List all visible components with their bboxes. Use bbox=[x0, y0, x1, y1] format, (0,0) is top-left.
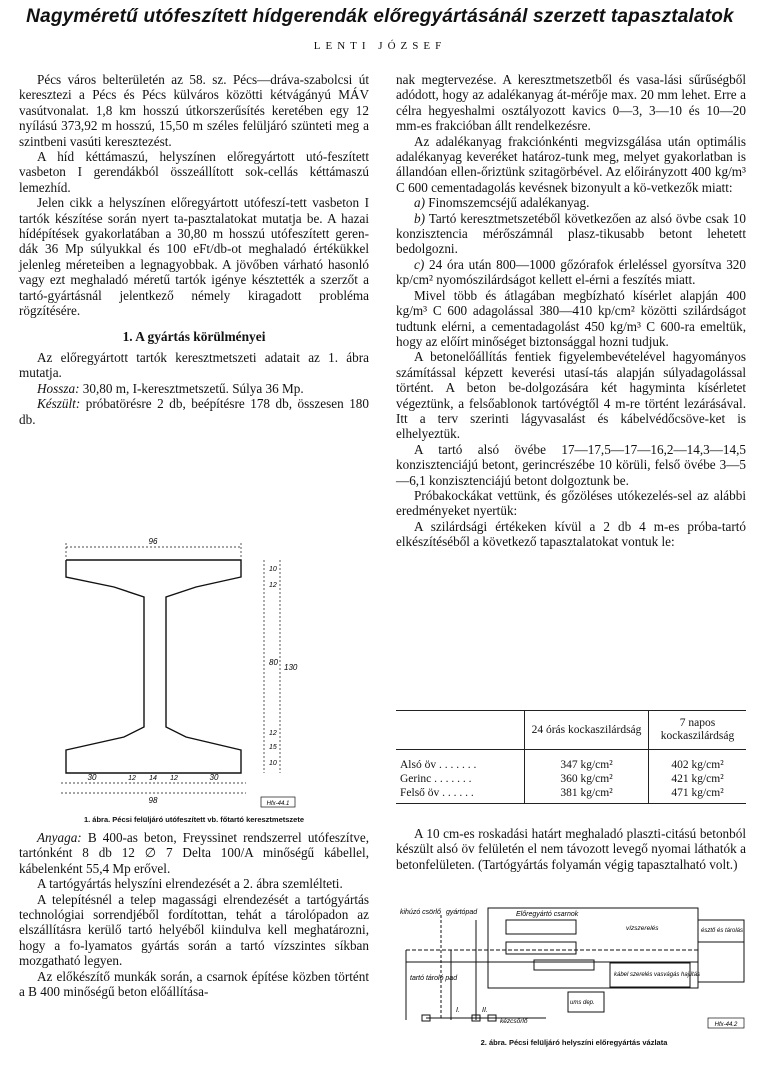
row-7d: 471 kg/cm² bbox=[649, 786, 747, 804]
row-7d: 421 kg/cm² bbox=[671, 773, 724, 785]
fig1-dim-r5: 15 bbox=[269, 744, 277, 751]
fig1-dim-bottom: 98 bbox=[148, 796, 158, 805]
row-name: Felső öv . . . . . . bbox=[396, 786, 525, 804]
fig2-kabel: kábel szerelés vasvágás hajlítás bbox=[614, 972, 701, 978]
label-a: a) bbox=[414, 195, 425, 211]
figure2-caption: 2. ábra. Pécsi felüljáró helyszíni előregyártás vázlata bbox=[480, 1038, 668, 1047]
paragraph-anyaga bbox=[19, 830, 369, 876]
fig1-dim-top: 96 bbox=[148, 537, 158, 546]
text-hossza: 30,80 m, I-keresztmetszetű. Súlya 36 Mp. bbox=[79, 380, 304, 396]
fig2-tarolo: tartó tároló pad bbox=[410, 975, 458, 982]
fig2-vizszereles: vízszerelés bbox=[626, 925, 659, 932]
paragraph: A telepítésnél a telep magassági elrendezését a tartógyártás technológiai sorrendjéből fordítottan, tehát a tárolópadon az elszállításra kerülő tartó helyéből kiindulva kell meghatározni, hogy a fo-lyamatos gyártás során a tartó vízszintes síkban mozgatható legyen. bbox=[19, 891, 369, 969]
table-header-24h: 24 órás kockaszilárdság bbox=[525, 711, 649, 750]
table-row bbox=[396, 786, 746, 804]
paragraph: Mivel több és átlagában megbízható kísérlet alapján 400 kg/m³ C 600 adagolással 380—410 kp/cm² közötti szilárdságot tudtunk elérni, a cementadagolást 450 kg/m³ C 600-ra emeltük, hogy az előírt minőséget biztonsággal hozni tudjuk. bbox=[396, 287, 746, 349]
label-keszult: Készült: bbox=[37, 396, 81, 412]
fig1-dim-b4: 12 bbox=[170, 775, 178, 782]
row-7d: 402 kg/cm² bbox=[671, 759, 724, 771]
paragraph: Az adalékanyag frakciónkénti megvizsgálása után optimális adalékanyag keveréket határoz-tunk meg, melyet gyakorlatban is állandóan ellen-őriztünk szitagörbével. Az előirányzott 400 kg/m³ C 600 cementadagolás kevésnek bizonyult a kö-vetkezők miatt: bbox=[396, 133, 746, 195]
text-keszult: próbatörésre 2 db, beépítésre 178 db, összesen 180 db. bbox=[19, 396, 369, 427]
paragraph: Az előkészítő munkák során, a csarnok építése közben történt a B 400 minőségű beton előállítása- bbox=[19, 968, 369, 1000]
table-header-empty bbox=[396, 711, 525, 750]
left-column bbox=[19, 72, 369, 427]
article-author: LENTI JÓZSEF bbox=[313, 40, 447, 52]
paragraph-a bbox=[396, 195, 746, 210]
fig1-dim-r4: 12 bbox=[269, 730, 277, 737]
fig2-roman1: I. bbox=[456, 1007, 460, 1014]
fig2-eszto: észtő és tárolás bbox=[701, 928, 744, 934]
text-a: Finomszemcséjű adalékanyag. bbox=[425, 195, 590, 211]
right-after-table bbox=[396, 826, 746, 872]
table-row bbox=[396, 772, 746, 786]
paragraph: A betonelőállítás fentiek figyelembevételével hagyományos számítással képzett keverési utasí-tás alapján súlyadagolással történt. A beton be-dolgozására két hagyminta kísérletet végeztünk, a felsőablonok tartóvégtől 4 m-re történt lezárásával. Itt a terv szerinti lágyvasalást és kábelvédőcsöve-ket is elhelyeztük. bbox=[396, 349, 746, 442]
paragraph-b bbox=[396, 211, 746, 257]
label-c: c) bbox=[414, 256, 425, 272]
paragraph: Próbakockákat vettünk, és gőzöléses utókezelés-sel az alábbi eredményeket nyertük: bbox=[396, 487, 746, 519]
fig2-eloregyarto: Előregyártó csarnok bbox=[516, 911, 579, 918]
fig2-roman2: II. bbox=[482, 1007, 488, 1014]
fig1-dim-r6: 10 bbox=[269, 760, 277, 767]
left-column-lower bbox=[19, 830, 369, 999]
paragraph: Pécs város belterületén az 58. sz. Pécs—dráva-szabolcsi út keresztezi a Pécs és Pécs külváros közötti kétvágányú MÁV vasútvonalat. 1,8 km hosszú útkorszerűsítés keretében egy 12 nyílású 373,92 m hosszú, 15,50 m széles felüljáró szünteti meg a szintbeni vasúti keresztezést. bbox=[19, 72, 369, 149]
paragraph: A szilárdsági értékeken kívül a 2 db 4 m-es próba-tartó elkészítéséből a következő tapasztalatokat vontuk le: bbox=[396, 518, 746, 550]
paragraph: A 10 cm-es roskadási határt meghaladó plaszti-citású betonból készült alsó öv felületén el nem távozott levegő nyomai láthatók a betonfelületen. (Tartógyártás folyamán végig tapasztalható volt.) bbox=[396, 826, 746, 872]
fig1-dim-r2: 12 bbox=[269, 582, 277, 589]
text-b: Tartó keresztmetszetéből következően az alsó övbe csak 10 konzisztencia mérőszámnál plasz-tikusabb betont lehetett bedolgozni. bbox=[396, 210, 746, 257]
paragraph: A tartógyártás helyszíni elrendezését a 2. ábra szemlélteti. bbox=[37, 876, 343, 892]
label-b: b) bbox=[414, 210, 425, 226]
fig2-gyartopad: gyártópad bbox=[446, 909, 478, 916]
right-column bbox=[396, 72, 746, 550]
paragraph-hossza bbox=[19, 381, 369, 396]
fig1-dim-total: 130 bbox=[284, 663, 298, 672]
fig1-dim-b3: 14 bbox=[149, 775, 157, 782]
paragraph: nak megtervezése. A keresztmetszetből és vasa-lási sűrűségből adódott, hogy az adalékanyag át-mérője max. 20 mm lehet. Erre a célra hegyeshalmi osztályozott kavics 0—3, 3—10 és 10—20 mm-es frakcióban állt rendelkezésre. bbox=[396, 72, 746, 134]
fig1-dim-r3: 80 bbox=[269, 658, 278, 667]
row-name: Gerinc . . . . . . . bbox=[396, 772, 525, 786]
text-c: 24 óra után 800—1000 gőzórafok érleléssel gyorsítva 320 kp/cm² nyomószilárdságot kellett el-érni a feszítés miatt. bbox=[396, 256, 746, 288]
fig1-dim-r1: 10 bbox=[269, 566, 277, 573]
results-table bbox=[396, 710, 746, 804]
article-title: Nagyméretű utófeszített hídgerendák előregyártásánál szerzett tapasztalatok bbox=[26, 6, 734, 27]
fig1-dim-b5: 30 bbox=[209, 773, 219, 782]
row-24h: 347 kg/cm² bbox=[525, 758, 649, 772]
text-anyaga: B 400-as beton, Freyssinet rendszerrel utófeszítve, tartónként 8 db 12 ∅ 7 Delta 100/A minőségű kábellel, kábelenként 55,4 Mp erővel. bbox=[19, 830, 369, 876]
fig2-ums: ums dep. bbox=[570, 1000, 595, 1006]
fig1-stamp: Hfx-44.1 bbox=[266, 801, 290, 807]
label-hossza: Hossza: bbox=[37, 380, 80, 396]
fig2-kihuzo: kihúzó csörlő bbox=[400, 909, 441, 916]
paragraph-keszult bbox=[19, 396, 369, 427]
section-heading: 1. A gyártás körülményei bbox=[122, 328, 266, 344]
paragraph: Jelen cikk a helyszínen előregyártott utófeszí-tett vasbeton I tartók készítése során nyert ta-pasztalatokat mutatja be. A hazai hídépítések gyakorlatában a 30,80 m hosszú utófeszített geren-dák 36 Mp súlyukkal és 100 eFt/db-ot meghaladó értékükkel jelenleg méreteiben a legnagyobbak. A jövőben várható hasonló vagy ezt meghaladó méretű tartók igénye késztették a szerzőt a tartó-gyártásnál jelentkező némely kiragadott probléma rögzítésére. bbox=[19, 195, 369, 319]
table-header-7d: 7 napos kockaszilárdság bbox=[649, 711, 747, 750]
figure1-caption: 1. ábra. Pécsi felüljáró utófeszített vb. főtartó keresztmetszete bbox=[83, 815, 305, 824]
figure1-cross-section bbox=[56, 535, 301, 813]
table-header-row bbox=[396, 711, 746, 750]
table-gap-row bbox=[396, 750, 746, 759]
paragraph: Az előregyártott tartók keresztmetszeti adatait az 1. ábra mutatja. bbox=[19, 349, 369, 381]
paragraph-c bbox=[396, 257, 746, 288]
fig1-dim-b1: 30 bbox=[87, 773, 97, 782]
label-anyaga: Anyaga: bbox=[37, 830, 82, 845]
fig2-stamp: Hfx-44.2 bbox=[714, 1022, 738, 1028]
paragraph: A tartó alsó övébe 17—17,5—17—16,2—14,3—14,5 konzisztenciájú betont, gerincrészébe 10 körüli, felső övébe 3—5—6,1 konzisztenciájú betont dolgoztunk be. bbox=[396, 441, 746, 488]
fig2-kezcsorlo: kézcsörlő bbox=[500, 1018, 528, 1025]
row-24h: 360 kg/cm² bbox=[525, 772, 649, 786]
table-row bbox=[396, 758, 746, 772]
row-name: Alsó öv . . . . . . . bbox=[396, 758, 525, 772]
fig1-dim-b2: 12 bbox=[128, 775, 136, 782]
paragraph: A híd kéttámaszú, helyszínen előregyártott utó-feszített vasbeton I gerendákból összeállított sok-cellás kéttámaszú lemezhíd. bbox=[19, 149, 369, 195]
figure2-site-layout bbox=[396, 900, 752, 1030]
row-24h: 381 kg/cm² bbox=[525, 786, 649, 804]
